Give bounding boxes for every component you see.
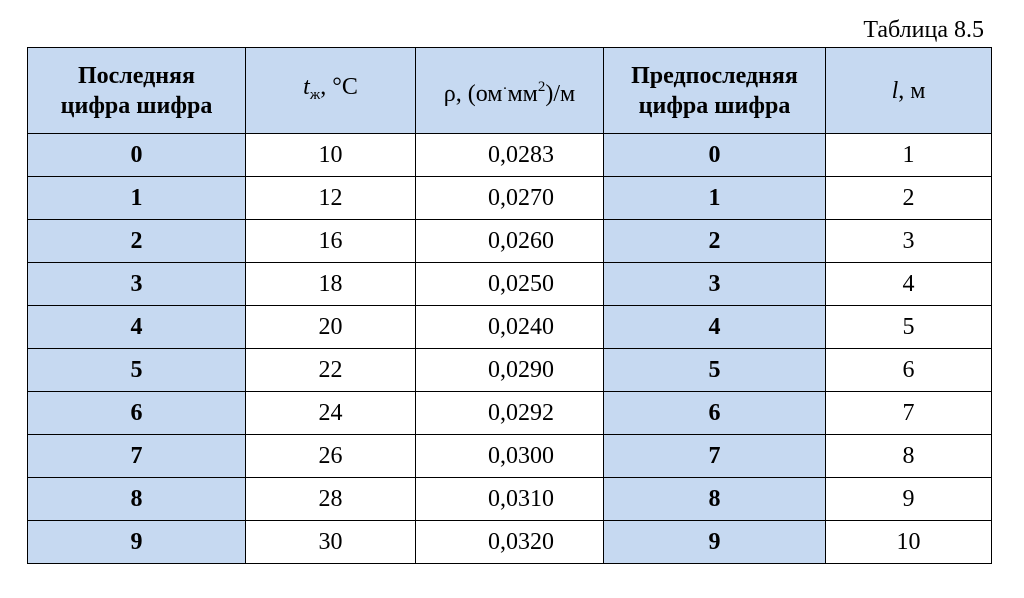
header-length-symbol: l xyxy=(891,77,899,104)
header-prelast-digit xyxy=(604,48,826,134)
cell-length: 6 xyxy=(826,349,992,392)
cell-last-digit: 8 xyxy=(28,478,246,521)
cell-last-digit: 6 xyxy=(28,392,246,435)
cell-length: 4 xyxy=(826,263,992,306)
header-last-digit-line-1: Последняя xyxy=(77,62,196,89)
cell-resistivity: 0,0290 xyxy=(416,349,604,392)
cell-length: 1 xyxy=(826,134,992,177)
header-last-digit-line-2: цифра шифра xyxy=(60,92,213,119)
cell-temperature: 10 xyxy=(246,134,416,177)
header-temperature-symbol: t xyxy=(303,73,310,100)
table-row xyxy=(28,392,992,435)
header-resistivity-dot: · xyxy=(502,81,508,97)
cell-resistivity: 0,0240 xyxy=(416,306,604,349)
cell-last-digit: 1 xyxy=(28,177,246,220)
table-row xyxy=(28,435,992,478)
cell-prelast-digit: 8 xyxy=(604,478,826,521)
cell-temperature: 16 xyxy=(246,220,416,263)
table-caption: Таблица 8.5 xyxy=(863,17,984,43)
cell-length: 2 xyxy=(826,177,992,220)
cell-length: 3 xyxy=(826,220,992,263)
cell-resistivity: 0,0292 xyxy=(416,392,604,435)
cell-last-digit: 4 xyxy=(28,306,246,349)
header-row xyxy=(28,48,992,134)
cell-temperature: 18 xyxy=(246,263,416,306)
cell-temperature: 24 xyxy=(246,392,416,435)
header-length-unit: , м xyxy=(898,77,926,104)
header-length xyxy=(826,48,992,134)
cell-length: 9 xyxy=(826,478,992,521)
table-row xyxy=(28,177,992,220)
header-temperature-unit: , °С xyxy=(320,73,358,100)
cell-prelast-digit: 3 xyxy=(604,263,826,306)
cell-prelast-digit: 7 xyxy=(604,435,826,478)
header-resistivity xyxy=(416,48,604,134)
table-row xyxy=(28,478,992,521)
cell-prelast-digit: 4 xyxy=(604,306,826,349)
cell-last-digit: 2 xyxy=(28,220,246,263)
cell-last-digit: 7 xyxy=(28,435,246,478)
cell-length: 10 xyxy=(826,521,992,564)
header-last-digit xyxy=(28,48,246,134)
header-resistivity-suffix: )/м xyxy=(545,81,576,107)
table-row xyxy=(28,521,992,564)
cell-temperature: 22 xyxy=(246,349,416,392)
cell-temperature: 12 xyxy=(246,177,416,220)
cell-prelast-digit: 6 xyxy=(604,392,826,435)
table-row xyxy=(28,306,992,349)
cell-prelast-digit: 2 xyxy=(604,220,826,263)
cell-temperature: 20 xyxy=(246,306,416,349)
cell-resistivity: 0,0310 xyxy=(416,478,604,521)
cell-resistivity: 0,0270 xyxy=(416,177,604,220)
table-row xyxy=(28,134,992,177)
cell-last-digit: 3 xyxy=(28,263,246,306)
cell-length: 8 xyxy=(826,435,992,478)
header-prelast-digit-line-2: цифра шифра xyxy=(638,92,791,119)
cell-last-digit: 0 xyxy=(28,134,246,177)
cell-last-digit: 9 xyxy=(28,521,246,564)
table-row xyxy=(28,220,992,263)
header-temperature-subscript: ж xyxy=(309,86,321,103)
header-prelast-digit-line-1: Предпоследняя xyxy=(631,62,798,89)
cell-resistivity: 0,0283 xyxy=(416,134,604,177)
header-temperature xyxy=(246,48,416,134)
cell-prelast-digit: 1 xyxy=(604,177,826,220)
cell-prelast-digit: 9 xyxy=(604,521,826,564)
table-row xyxy=(28,263,992,306)
cell-length: 5 xyxy=(826,306,992,349)
header-resistivity-prefix: ρ, (ом xyxy=(443,81,503,107)
header-resistivity-middle: мм xyxy=(507,81,538,107)
cell-length: 7 xyxy=(826,392,992,435)
cell-temperature: 26 xyxy=(246,435,416,478)
table-row xyxy=(28,349,992,392)
cell-temperature: 28 xyxy=(246,478,416,521)
cell-last-digit: 5 xyxy=(28,349,246,392)
cell-resistivity: 0,0300 xyxy=(416,435,604,478)
header-resistivity-superscript: 2 xyxy=(537,79,546,95)
cell-resistivity: 0,0320 xyxy=(416,521,604,564)
cell-prelast-digit: 0 xyxy=(604,134,826,177)
cell-prelast-digit: 5 xyxy=(604,349,826,392)
data-table xyxy=(27,47,992,564)
cell-resistivity: 0,0260 xyxy=(416,220,604,263)
cell-temperature: 30 xyxy=(246,521,416,564)
cell-resistivity: 0,0250 xyxy=(416,263,604,306)
